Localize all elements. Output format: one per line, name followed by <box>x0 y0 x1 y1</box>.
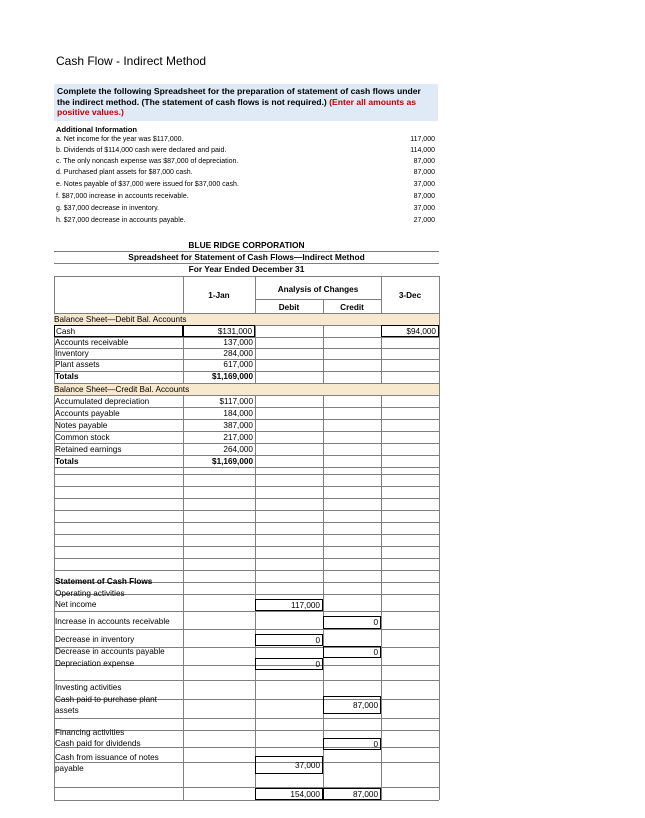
total-credit[interactable]: 87,000 <box>323 788 381 800</box>
cash-plant-label-1: Cash paid to purchase plant <box>55 695 157 704</box>
credit-section-header: Balance Sheet—Credit Bal. Accounts <box>54 384 439 395</box>
credit-totals-jan[interactable]: $1,169,000 <box>212 457 253 466</box>
depr-label: Depreciation expense <box>55 659 135 668</box>
col-header-analysis: Analysis of Changes <box>277 285 359 294</box>
info-item-h: h. $27,000 decrease in accounts payable. <box>56 217 186 224</box>
instructions-note: (Enter all amounts as positive values.) <box>57 96 417 117</box>
info-value-c: 87,000 <box>413 158 435 165</box>
row-label-plant: Plant assets <box>55 360 100 369</box>
ap-jan[interactable]: 184,000 <box>223 409 253 418</box>
cash-div-label: Cash paid for dividends <box>55 739 141 748</box>
info-value-g: 37,000 <box>413 205 435 212</box>
cash-div-credit[interactable]: 0 <box>323 738 381 750</box>
cash-jan[interactable]: $131,000 <box>183 325 255 337</box>
info-value-d: 87,000 <box>413 169 435 176</box>
additional-info-heading: Additional Information <box>56 125 137 134</box>
cash-plant-label-2: assets <box>55 706 79 715</box>
spreadsheet-grid <box>54 276 439 800</box>
row-label-retained: Retained earnings <box>55 445 122 454</box>
retained-jan[interactable]: 264,000 <box>223 445 253 454</box>
spreadsheet-period: For Year Ended December 31 <box>188 264 305 274</box>
info-item-d: d. Purchased plant assets for $87,000 cash. <box>56 169 193 176</box>
dec-inv-debit[interactable]: 0 <box>255 634 323 646</box>
cash-dec[interactable]: $94,000 <box>381 325 439 337</box>
debit-section-header: Balance Sheet—Debit Bal. Accounts <box>54 314 439 325</box>
cash-notes-debit[interactable]: 37,000 <box>255 756 323 774</box>
info-item-g: g. $37,000 decrease in inventory. <box>56 205 159 212</box>
info-value-f: 87,000 <box>413 193 435 200</box>
row-label-cash: Cash <box>54 325 183 337</box>
dec-ap-label: Decrease in accounts payable <box>55 647 165 656</box>
dec-inv-label: Decrease in inventory <box>55 635 135 644</box>
common-stock-jan[interactable]: 217,000 <box>223 433 253 442</box>
info-value-e: 37,000 <box>413 181 435 188</box>
col-header-jan: 1-Jan <box>208 291 230 300</box>
instructions-box <box>54 84 438 121</box>
depr-debit[interactable]: 0 <box>255 658 323 670</box>
cash-notes-label-1: Cash from issuance of notes <box>55 753 159 762</box>
row-label-credit-totals: Totals <box>55 457 79 466</box>
inc-ar-credit[interactable]: 0 <box>323 616 381 629</box>
financing-label: Financing activities <box>55 728 125 737</box>
info-item-c: c. The only noncash expense was $87,000 of depreciation. <box>56 158 239 165</box>
investing-label: Investing activities <box>55 683 122 692</box>
ar-jan[interactable]: 137,000 <box>223 338 253 347</box>
col-header-debit: Debit <box>278 303 300 312</box>
net-income-debit[interactable]: 117,000 <box>255 599 323 611</box>
notes-jan[interactable]: 387,000 <box>223 421 253 430</box>
cash-plant-credit[interactable]: 87,000 <box>323 696 381 714</box>
info-item-b: b. Dividends of $114,000 cash were declared and paid. <box>56 147 227 154</box>
instructions-text: Complete the following Spreadsheet for the preparation of statement of cash flows under the indirect method. (The statement of cash flows is not required.) <box>57 86 421 107</box>
accum-depr-jan[interactable]: $117,000 <box>219 397 253 406</box>
info-value-b: 114,000 <box>410 147 435 154</box>
debit-totals-jan[interactable]: $1,169,000 <box>212 372 253 381</box>
info-value-a: 117,000 <box>410 136 435 143</box>
inventory-jan[interactable]: 284,000 <box>223 349 253 358</box>
plant-jan[interactable]: 617,000 <box>223 360 253 369</box>
row-label-common-stock: Common stock <box>55 433 110 442</box>
page-title: Cash Flow - Indirect Method <box>56 54 207 68</box>
info-value-h: 27,000 <box>413 217 435 224</box>
row-label-notes: Notes payable <box>55 421 108 430</box>
company-name: BLUE RIDGE CORPORATION <box>54 240 439 252</box>
info-item-e: e. Notes payable of $37,000 were issued for $37,000 cash. <box>56 181 239 188</box>
dec-ap-credit[interactable]: 0 <box>323 646 381 658</box>
info-item-a: a. Net income for the year was $117,000. <box>56 136 184 143</box>
info-item-f: f. $87,000 increase in accounts receivable. <box>56 193 189 200</box>
operating-label: Operating activities <box>55 589 125 598</box>
spreadsheet-subtitle: Spreadsheet for Statement of Cash Flows—Indirect Method <box>54 252 439 264</box>
col-header-credit: Credit <box>340 303 364 312</box>
inc-ar-label: Increase in accounts receivable <box>55 617 170 626</box>
scf-title: Statement of Cash Flows <box>55 577 153 586</box>
net-income-label: Net income <box>55 600 97 609</box>
row-label-inventory: Inventory <box>55 349 89 358</box>
cash-notes-label-2: payable <box>55 764 84 773</box>
row-label-debit-totals: Totals <box>55 372 79 381</box>
row-label-accum-depr: Accumulated depreciation <box>55 397 150 406</box>
row-label-ar: Accounts receivable <box>55 338 129 347</box>
total-debit[interactable]: 154,000 <box>255 788 323 800</box>
row-label-ap: Accounts payable <box>55 409 120 418</box>
col-header-dec: 3-Dec <box>398 291 422 300</box>
